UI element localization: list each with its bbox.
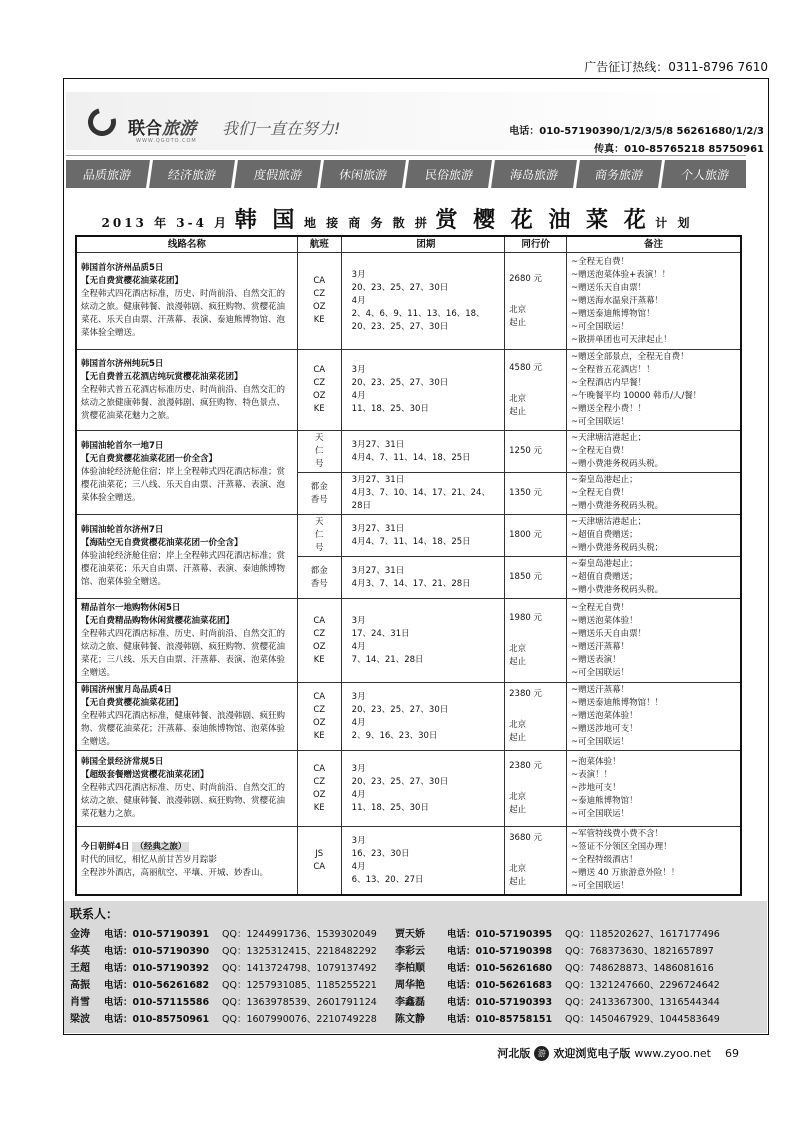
contact-name: 梁波 xyxy=(70,1014,90,1025)
title-country: 韩 国 xyxy=(234,207,299,233)
table-row xyxy=(76,827,741,896)
contact-name: 王超 xyxy=(70,963,90,974)
route-title: 精品首尔一地购物休闲5日 xyxy=(81,602,181,613)
dates-cell xyxy=(341,350,504,431)
contact-qq: QQ：1185202627、1617177496 xyxy=(565,928,720,940)
route-description: 体验油轮经济舱住宿；岸上全程韩式四花酒店标准；赏樱花油菜花；三八线、乐天自由票、汗蒸幕、表演、泡菜体验全赠送。 xyxy=(81,467,286,503)
notes-cell-text: ~赠送汗蒸幕！ ~赠送泰迪熊博物馆！！ ~赠送泡菜体验！ ~赠送涉地可支！ ~可全国联运！ xyxy=(571,685,664,747)
price-cell-text: 1800 元 xyxy=(509,530,542,540)
price-cell xyxy=(505,515,567,557)
route-subtitle: 【无自费赏樱花油菜花团】 xyxy=(81,276,184,286)
footer xyxy=(497,1045,739,1061)
route-cell xyxy=(76,751,297,827)
page-title xyxy=(0,203,794,234)
price-cell xyxy=(505,473,567,515)
brand-part: 联合 xyxy=(128,119,162,139)
nav-item[interactable]: 经济旅游 xyxy=(149,160,238,188)
route-subtitle: 【无自费赏樱花油菜花团一价全含】 xyxy=(81,454,218,464)
dates-cell xyxy=(341,557,504,599)
route-subtitle: 【超级套餐赠送赏樱花油菜花团】 xyxy=(81,770,209,780)
contact-qq: QQ：1363978539、2601791124 xyxy=(222,996,377,1008)
route-cell xyxy=(76,253,297,350)
notes-cell-text: ~秦皇岛港起止； ~超值自费赠送； ~赠小费港务税码头税。 xyxy=(571,559,664,595)
airline-cell xyxy=(297,751,341,827)
dates-cell-text: 3月27、31日 4月4、7、11、14、18、25日 xyxy=(351,523,471,547)
notes-cell-text: ~军管特线费小费不含！ ~签证不分领区全国办理！ ~全程特级酒店！ ~赠送 40 万旅游意外险！！ ~可全国联运！ xyxy=(571,829,680,891)
contacts-label: 联系人： xyxy=(70,907,119,921)
price-origin: 北京 起止 xyxy=(509,864,527,887)
price-cell xyxy=(505,683,567,751)
route-title: 韩国首尔济州纯玩5日 xyxy=(81,358,164,369)
col-dates: 团期 xyxy=(341,236,504,253)
price-cell xyxy=(505,557,567,599)
contact-phone: 电话：010-85758151 xyxy=(447,1013,553,1025)
nav-item[interactable]: 商务旅游 xyxy=(576,160,665,188)
route-subtitle: 【无自费精品购物休闲赏樱花油菜花团】 xyxy=(81,615,235,626)
col-price: 同行价 xyxy=(505,236,567,253)
contact-qq: QQ：1413724798、1079137492 xyxy=(222,962,377,974)
dates-cell xyxy=(341,515,504,557)
title-theme: 赏 樱 花 油 菜 花 xyxy=(435,207,650,233)
notes-cell xyxy=(567,253,741,350)
nav-item[interactable]: 品质旅游 xyxy=(64,160,153,188)
price-cell-text: 1250 元 xyxy=(509,446,542,456)
title-type: 地 接 商 务 散 拼 xyxy=(303,216,430,230)
contact-name: 陈文静 xyxy=(395,1014,425,1025)
price-cell xyxy=(505,751,567,827)
itinerary-table xyxy=(75,235,742,896)
ship-cell xyxy=(297,557,341,599)
price-value: 2380 元 xyxy=(509,689,542,699)
contact-name: 周华艳 xyxy=(395,980,425,991)
route-cell xyxy=(76,683,297,751)
price-origin: 北京 起止 xyxy=(509,644,527,667)
contact-phone: 电话：010-57190398 xyxy=(447,945,553,957)
price-cell-text: 1850 元 xyxy=(509,572,542,582)
airline-cell-text: CA CZ OZ KE xyxy=(312,276,326,325)
dates-cell-text: 3月 20、23、25、27、30日 4月 11、18、25、30日 xyxy=(351,365,449,414)
price-origin: 北京 起止 xyxy=(509,720,527,743)
notes-cell xyxy=(567,827,741,896)
price-value: 4580 元 xyxy=(509,362,542,373)
table-row xyxy=(76,599,741,683)
contact-name: 金涛 xyxy=(70,929,90,940)
ship-cell-text: 天 仁 号 xyxy=(314,517,324,553)
route-title: 韩国油轮首尔一地7日 xyxy=(81,441,164,451)
contact-qq: QQ：1325312415、2218482292 xyxy=(222,945,377,957)
contacts-panel xyxy=(64,901,767,1033)
category-nav xyxy=(66,160,746,188)
contact-name: 华英 xyxy=(70,946,90,957)
contact-name: 李彩云 xyxy=(395,946,425,957)
route-description: 全程韩式四花酒店标准、历史、时尚前沿、自然交汇的炫动之旅、健康韩餐、浪漫韩剧、疯狂购物、赏樱花油菜花魅力之旅。 xyxy=(81,783,286,819)
price-value: 2380 元 xyxy=(509,761,542,771)
dates-cell xyxy=(341,253,504,350)
logo-url: WWW.QGOTO.COM xyxy=(136,138,197,144)
title-plan: 计 划 xyxy=(655,216,693,230)
route-description: 时代的回忆，相忆从前甘苦岁月踪影 全程涉外酒店，高丽航空、平壤、开城、妙香山。 xyxy=(81,855,269,878)
notes-cell-text: ~天津塘沽港起止； ~全程无自费！ ~赠小费港务税码头税。 xyxy=(571,433,664,469)
notes-cell-text: ~秦皇岛港起止； ~全程无自费！ ~赠小费港务税码头税。 xyxy=(571,475,664,511)
route-cell xyxy=(76,350,297,431)
notes-cell xyxy=(567,431,741,473)
col-notes: 备注 xyxy=(567,236,741,253)
notes-cell xyxy=(567,350,741,431)
contact-qq: QQ：1607990076、2210749228 xyxy=(222,1013,377,1025)
airline-cell xyxy=(297,827,341,896)
route-description: 全程韩式四花酒店标准，健康韩餐、浪漫韩剧、疯狂购物、赏樱花油菜花；汗蒸幕、泰迪熊博物馆、泡菜体验全赠送。 xyxy=(81,711,286,747)
dates-cell xyxy=(341,751,504,827)
price-cell xyxy=(505,431,567,473)
route-description: 全程韩式四花酒店标准、历史、时尚前沿、自然交汇的炫动之旅、健康韩餐、浪漫韩剧、疯狂购物、赏樱花油菜花；三八线、乐天自由票、汗蒸幕、表演、泡菜体验全赠送。 xyxy=(81,628,286,678)
route-description: 全程韩式四花酒店标准，历史、时尚前沿、自然交汇的炫动之旅。健康韩餐、浪漫韩剧、疯狂购物、赏樱花油菜花、乐天自由票、汗蒸幕、表演、泰迪熊博物馆、泡菜体验全赠送。 xyxy=(81,289,286,338)
notes-cell xyxy=(567,515,741,557)
price-value: 1980 元 xyxy=(509,613,542,623)
route-title: 韩国油轮首尔济州7日 xyxy=(81,525,164,535)
footer-url[interactable]: www.zyoo.net xyxy=(634,1046,711,1060)
dates-cell-text: 3月 16、23、30日 4月 6、13、20、27日 xyxy=(351,835,424,885)
contact-qq: QQ：768373630、1821657897 xyxy=(565,945,714,957)
contact-phone: 电话：010-56261680 xyxy=(447,962,553,974)
company-fax: 传真：010-85765218 85750961 xyxy=(594,144,764,155)
contact-name: 李鑫磊 xyxy=(395,997,425,1008)
dates-cell-text: 3月27、31日 4月3、7、10、14、17、21、24、 28日 xyxy=(351,475,490,511)
notes-cell-text: ~全程无自费！ ~赠送泡菜体验+表演！！ ~赠送乐天自由票！ ~赠送海水温泉汗蒸幕！ ~赠送泰迪熊博物馆！ ~可全国联运！ ~散拼单团也可天津起止！ xyxy=(571,256,672,345)
company-phone: 电话：010-57190390/1/2/3/5/8 56261680/1/2/3 xyxy=(509,126,764,137)
contact-phone: 电话：010-57190390 xyxy=(104,945,210,957)
notes-cell xyxy=(567,751,741,827)
brand-part: 旅游 xyxy=(162,119,196,139)
dates-cell-text: 3月 20、23、25、27、30日 4月 2、4、6、9、11、13、16、18、 20、23、25、27、30日 xyxy=(351,269,485,332)
airline-cell xyxy=(297,350,341,431)
dates-cell xyxy=(341,683,504,751)
contact-row xyxy=(70,992,761,1009)
route-subtitle: 【海陆空无自费赏樱花油菜花团一价全含】 xyxy=(81,538,243,548)
dates-cell xyxy=(341,431,504,473)
price-origin: 北京 起止 xyxy=(509,304,527,328)
route-cell xyxy=(76,431,297,515)
badge-icon: 游 xyxy=(534,1046,549,1061)
title-date: 2013 年 3-4 月 xyxy=(101,216,230,230)
notes-cell xyxy=(567,683,741,751)
contact-name: 贾天娇 xyxy=(395,929,425,940)
ship-cell xyxy=(297,515,341,557)
dates-cell-text: 3月 20、23、25、27、30日 4月 11、18、25、30日 xyxy=(351,763,449,813)
contact-phone: 电话：010-85750961 xyxy=(104,1013,210,1025)
edition: 河北版 xyxy=(497,1047,531,1060)
price-cell xyxy=(505,599,567,683)
dates-cell xyxy=(341,827,504,896)
contact-phone: 电话：010-56261682 xyxy=(104,979,210,991)
dates-cell-text: 3月 17、24、31日 4月 7、14、21、28日 xyxy=(351,615,424,665)
route-title: 韩国济州蜜月岛品质4日 xyxy=(81,685,172,695)
dates-cell-text: 3月27、31日 4月3、7、14、17、21、28日 xyxy=(351,565,471,589)
notes-cell-text: ~全程无自费！ ~赠送泡菜体验！ ~赠送乐天自由票！ ~赠送汗蒸幕！ ~赠送表演！ ~可全国联运！ xyxy=(571,602,647,678)
route-cell xyxy=(76,599,297,683)
notes-cell-text: ~泡菜体验！ ~表演！！ ~涉地可支！ ~泰迪熊博物馆！ ~可全国联运！ xyxy=(571,757,638,819)
contact-name: 李柏顺 xyxy=(395,963,425,974)
footer-text: 欢迎浏览电子版 xyxy=(553,1047,631,1060)
notes-cell xyxy=(567,599,741,683)
price-origin: 北京 起止 xyxy=(509,792,527,815)
notes-cell-text: ~赠送全部景点，全程无自费！ ~全程普五花酒店！！ ~全程酒店内早餐！ ~午晚餐平均 10000 韩币/人/餐！ ~赠送全程小费！！ ~可全国联运！ xyxy=(571,352,702,427)
price-cell-text: 1350 元 xyxy=(509,488,542,498)
ad-hotline: 广告征订热线：0311-8796 7610 xyxy=(584,60,768,74)
contact-row xyxy=(70,958,761,975)
price-cell xyxy=(505,253,567,350)
table-row xyxy=(76,253,741,350)
route-tag: （经典之旅） xyxy=(132,842,189,852)
notes-cell xyxy=(567,557,741,599)
airline-cell-text: CA CZ OZ KE xyxy=(312,615,326,665)
airline-cell-text: CA CZ OZ KE xyxy=(312,763,326,813)
contact-phone: 电话：010-56261683 xyxy=(447,979,553,991)
table-row xyxy=(76,350,741,431)
contact-row xyxy=(70,924,761,941)
contact-qq: QQ：1321247660、2296724642 xyxy=(565,979,720,991)
col-airline: 航班 xyxy=(297,236,341,253)
nav-item[interactable]: 度假旅游 xyxy=(235,160,324,188)
ship-cell-text: 天 仁 号 xyxy=(314,433,324,469)
route-subtitle: 【无自费普五花酒店纯玩赏樱花油菜花团】 xyxy=(81,371,243,382)
contact-qq: QQ：2413367300、1316544344 xyxy=(565,996,720,1008)
divider xyxy=(66,155,746,156)
table-row xyxy=(76,431,741,473)
contact-qq: QQ：1244991736、1539302049 xyxy=(222,928,377,940)
nav-item[interactable]: 海岛旅游 xyxy=(491,160,580,188)
route-title: 韩国首尔济州品质5日 xyxy=(81,263,164,273)
airline-cell-text: JS CA xyxy=(313,848,326,872)
notes-cell-text: ~天津塘沽港起止； ~超值自费赠送； ~赠小费港务税码头税； xyxy=(571,517,664,553)
ship-cell-text: 都金 香号 xyxy=(310,565,328,589)
dates-cell xyxy=(341,599,504,683)
contact-row xyxy=(70,1009,761,1026)
price-value: 2680 元 xyxy=(509,273,542,284)
slogan: 我们一直在努力! xyxy=(222,119,341,138)
table-header xyxy=(76,236,741,253)
price-origin: 北京 起止 xyxy=(509,393,527,417)
dates-cell-text: 3月27、31日 4月4、7、11、14、18、25日 xyxy=(351,439,471,463)
airline-cell-text: CA CZ OZ KE xyxy=(312,691,326,741)
ship-cell xyxy=(297,431,341,473)
contact-row xyxy=(70,941,761,958)
price-cell xyxy=(505,827,567,896)
contact-phone: 电话：010-57190395 xyxy=(447,928,553,940)
nav-item[interactable]: 民俗旅游 xyxy=(406,160,495,188)
contact-qq: QQ：1257931085、1185255221 xyxy=(222,979,377,991)
contact-phone: 电话：010-57115586 xyxy=(104,996,210,1008)
contact-qq: QQ：1450467929、1044583649 xyxy=(565,1013,720,1025)
route-description: 体验油轮经济舱住宿；岸上全程韩式四花酒店标准；赏樱花油菜花；乐天自由票、汗蒸幕、表演、泰迪熊博物馆、泡菜体验全赠送。 xyxy=(81,551,286,587)
page-number: 69 xyxy=(725,1046,739,1060)
nav-item[interactable]: 休闲旅游 xyxy=(320,160,409,188)
contact-name: 肖雪 xyxy=(70,997,90,1008)
airline-cell xyxy=(297,253,341,350)
contact-name: 高振 xyxy=(70,980,90,991)
airline-cell-text: CA CZ OZ KE xyxy=(312,365,326,414)
nav-item[interactable]: 个人旅游 xyxy=(679,167,730,182)
contact-phone: 电话：010-57190392 xyxy=(104,962,210,974)
contact-phone: 电话：010-57190391 xyxy=(104,928,210,940)
airline-cell xyxy=(297,599,341,683)
dates-cell-text: 3月 20、23、25、27、30日 4月 2、9、16、23、30日 xyxy=(351,691,449,741)
route-cell xyxy=(76,515,297,599)
route-description: 全程韩式普五花酒店标准历史、时尚前沿、自然交汇的炫动之旅健康韩餐、浪漫韩剧、疯狂购物、特色景点、赏樱花油菜花魅力之旅。 xyxy=(81,384,286,421)
airline-cell xyxy=(297,683,341,751)
notes-cell xyxy=(567,473,741,515)
table-row xyxy=(76,515,741,557)
dates-cell xyxy=(341,473,504,515)
ship-cell-text: 都金 香号 xyxy=(310,481,328,505)
col-route: 线路名称 xyxy=(76,236,297,253)
ship-cell xyxy=(297,473,341,515)
contact-row xyxy=(70,975,761,992)
table-row xyxy=(76,683,741,751)
price-value: 3680 元 xyxy=(509,833,542,843)
route-subtitle: 【无自费赏樱花油菜花团】 xyxy=(81,698,184,708)
route-cell xyxy=(76,827,297,896)
table-row xyxy=(76,751,741,827)
brand-name xyxy=(128,114,196,139)
contact-phone: 电话：010-57190393 xyxy=(447,996,553,1008)
contact-qq: QQ：748628873、1486081616 xyxy=(565,962,714,974)
price-cell xyxy=(505,350,567,431)
route-title: 韩国全景经济常规5日 xyxy=(81,757,164,767)
route-title: 今日朝鲜4日 xyxy=(81,842,130,852)
